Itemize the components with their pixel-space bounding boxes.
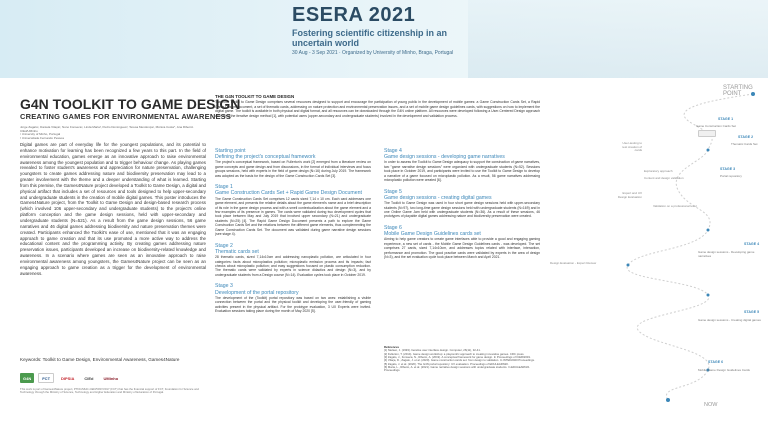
stage-body: The project's conceptual framework, based on Fullerton's work [2] emerged from a literature review on game concepts and game design and from discussions, in the format of individual interviews and focus groups sessions, held with experts in the field of game design (N=16) during July 2019. The framework was adopted as the basis for the design of the Game Construction Cards Set [3].: [215, 160, 371, 178]
references: [384, 346, 540, 373]
uminho-logo: UMinho: [100, 373, 121, 383]
conference-date: 30 Aug - 3 Sep 2021 · Organized by University of Minho, Braga, Portugal: [292, 50, 454, 56]
stage-title: Stage 2: [215, 242, 233, 249]
note: Design Evaluation - Expert Review: [550, 261, 597, 265]
references-title: References: [384, 345, 400, 349]
conference-header: [0, 0, 768, 78]
keywords: Keywords: Toolkit to Game Design, Environmental Awareness, Games4Nature: [20, 357, 180, 362]
author-line: CIEd/UMinho: [20, 129, 38, 133]
stage-block: [384, 148, 540, 183]
stage-caption: Game Construction Cards Set: [696, 124, 737, 128]
stage-marker: [707, 294, 710, 297]
reference-item: [2] Fullerton, T. (2014). Game design workshop: a playcentric approach to creating innovative games. CRC press.: [384, 351, 525, 356]
stage-subtitle: Development of the portal repository: [215, 289, 299, 296]
author-line: Jorge Zagalo¹, Daniela Vilaça², Nuno Fonseca¹, Linda Maria³, Pedro Domingues³, Teresa Mendonça¹, Mónica Costa⁴, Ana Ribeiro¹: [20, 126, 194, 129]
author-line: ¹ University of Minho, Portugal: [20, 133, 61, 137]
reference-item: [1] Nielsen, J. (1993). Iterative user interface design. Computer, 26(11), 32-41.: [384, 348, 481, 353]
stage-label: STAGE 6: [708, 360, 724, 364]
stages-column-a: [215, 148, 371, 320]
stage-body: The development of the (Toolkit) portal repository was based on two axes: establishing a visible connection between the portal and the physical toolkit and developing the user-friendly of gaming activities present in the physical artifact. For the prototype evaluation, 3 UX Experts were invited. Evaluation sessions taking place during the month of May 2020 [5].: [215, 295, 371, 314]
note: Expert and UX Design Evaluation: [617, 191, 642, 199]
author-line: ² Universidade Fernando Pessoa: [20, 136, 64, 140]
stage-caption: Game design sessions - Creating digital games: [698, 318, 761, 322]
starting-point-label: STARTING POINT: [723, 85, 753, 97]
stage-body: 28 thematic cards, sized 7,14x10cm and addressing nanoplastic pollution, are articulated in four categories: facts about microplastics pollution; microplastic emission process and its impacts; fact checks about microplastic pollution; and easy suggestions focused on plastic consumption reduction. The thematic cards were validated by experts in science didactics and design (N=3), and by undergraduate students from a Design course (N=14). Evaluation cycles took place in October 2019.: [215, 255, 371, 277]
stage-marker: [707, 149, 710, 152]
stage-label: STAGE 1: [718, 117, 734, 121]
stage-block: [215, 184, 371, 236]
authors: [20, 126, 205, 140]
g4n-logo: G4N: [20, 373, 34, 383]
stage-caption: Game design sessions - Developing game narratives: [698, 250, 755, 258]
poster-subtitle: CREATING GAMES FOR ENVIRONMENTAL AWARENESS: [20, 112, 232, 121]
logo-bar: [20, 371, 206, 385]
stage-subtitle: Game design sessions - developing game narratives: [384, 154, 505, 161]
conference-subtitle: Fostering scientific citizenship in an uncertain world: [292, 28, 448, 48]
now-label: NOW: [704, 402, 718, 408]
abstract: Digital games are part of everyday life for the youngest populations, and its potential to enhance motivation for learning has been recognized a few years to this part. In the field of environmental education, games emerge as an innovative approach to raise environmental awareness among the youngest population and to trigger behaviour change. As playing games revealed to foster student's awareness and appreciation for nature preservation, challenging youngsters to create games addressing nature and biodiversity preservation may lead to a greater involvement with the theme and a deeper understanding of what is learned. Starting from this premise, the Games4Nature project developed a Toolkit to Game Design, a digital and physical artifact that includes a set of resources and tools designed to help upper-secondary and undergraduate students in the creation of mobile digital games. This poster introduces the Games4Nature project, from the Toolkit to Game Design and design-based research process (which involved 106 upper-secondary and undergraduate students) to the project's online platform conception and the game design sessions, held with upper-secondary and undergraduate students (N=521). As a result from the game design sessions, 56 game narratives and 46 digital games addressing biodiversity and nature preservation themes were created. Participants enhanced the Toolkit's ease of use, mentioned that it was an engaging approach to game creation and that its use promoted a more active way to address the educational content and the programming activity. By creating games addressing nature preservation issues, participants developed an increase on biodiversity-related knowledge and awareness. In a scenario where games are seen as an innovative approach to raise environmental awareness among youngsters, the Games4Nature project can be seen as an engaging approach to game creation as a trigger for the development of environmental awareness.: [20, 142, 206, 276]
stage-title: Stage 5: [384, 188, 402, 195]
stages-column-b: [384, 148, 540, 266]
stage-subtitle: Mobile Game Design Guidelines cards set: [384, 231, 481, 238]
cards-thumbnail: [698, 130, 716, 137]
stage-caption: Mobile Game Design Guidelines Cards: [698, 368, 750, 372]
stage-title: Stage 1: [215, 184, 233, 191]
stage-title: Starting point: [215, 148, 246, 154]
stage-body: The Toolkit to Game Design was used in four short game design sessions held with upper-secondary students (N=97), two long-time game design sessions held with undergraduate students (N=169) and in one Online Game Jam held with undergraduate students (N=36). As a result of these sessions, 46 prototypes of playable digital games addressing nature and biodiversity preservation were created.: [384, 201, 540, 219]
fct-logo: FCT: [38, 373, 54, 383]
stage-block: [215, 243, 371, 278]
stage-block: [215, 283, 371, 313]
stage-block: [215, 148, 371, 178]
stage-label: STAGE 2: [738, 135, 754, 139]
reference-item: [3] Zagalo, J., Fonseca, N., Ribeiro, A. (2019). A conceptual framework for game design. In Proceedings of ICERI2019.: [384, 355, 531, 360]
note: Content and design validation: [644, 176, 684, 180]
header-photo: [468, 0, 768, 78]
reference-item: [4] Vilaça, D., Zagalo, J. et al. (2020). Game construction cards set: from design to validation. In INTED2020 Proceedings.: [384, 358, 535, 363]
stage-label: STAGE 3: [720, 167, 736, 171]
funding-footnote: This work is part of Games4Nature project, PTDC/MHC-CED/5037/2017 (FCT) that has the financial support of FCT, Foundation for Science and Technology through the Ministry of Science, Technology and Higher Education and Ministry of Education of Portugal.: [20, 387, 199, 395]
reference-item: [6] Maria, L., Ribeiro, A. et al. (2021). Game narrative design sessions with undergraduate students. In EDULEARN21 Proceedings.: [384, 365, 530, 373]
note: Validation on a professional level: [653, 204, 697, 208]
stage-body: Aiming to help game creators to create game interfaces able to provide a good and engaging gaming experience, a new set of cards - the Mobile Game Design Guidelines cards - was developed. The set comprises 27 cards, sized 7,14x10cm, and addresses topics related with interface, interaction, performance and promotion. The good practice cards were validated by experts in the area of design (N=3), and the set evaluation cycle took place between March and April 2021.: [384, 237, 540, 260]
stage-marker: [627, 264, 630, 267]
conference-title: ESERA 2021: [292, 4, 416, 26]
section-heading: THE G4N TOOLKIT TO GAME DESIGN: [215, 94, 295, 99]
stage-subtitle: Game Construction Cards Set + Rapid Game Design Document: [215, 190, 362, 197]
dipsia-logo: DIPSIA: [58, 373, 77, 383]
timeline-diagram: [548, 80, 768, 433]
stage-block: [384, 225, 540, 260]
note: User-testing to test creation of cards: [622, 141, 642, 153]
reference-item: [5] Zagalo, J. et al. (2020). The G4N portal repository: UX evaluation. Proceedings of EDULEARN20.: [384, 361, 509, 366]
stage-subtitle: Thematic cards set: [215, 248, 259, 255]
cied-logo: CIEd: [81, 373, 96, 383]
stage-body: The Game Construction Cards Set comprises 12 cards sized 7,14 x 10 cm. Each card addresses one game element, and presents the relative details about the game element's name and a brief description of its role in the game design process and with a smell contextualization about the game element and a few examples of its presence in games. The cards were validated during two development cycles that took place between May and July 2019 that involved upper secondary (N=21) and undergraduate students (N=25) [4]. The Rapid Game Design Document presents a path to explore the Game Construction Cards Set and the relations between the different game elements, thus complementing the Game Construction Cards Set. The document was validated during game narrative design sessions (see stage 4).: [215, 196, 371, 237]
toolkit-intro: The G4N Toolkit to Game Design comprises several resources designed to support and encourage the participation of young public in the development of mobile games: a Game Construction Cards Set, a Rapid Game Design Document, a set of thematic cards, addressing on nature protection and environmental preservation issues, and a set of mobile game design guidelines cards, with suggestions on how to implement the digital game. The toolkit is available in both physical and digital format, and all resources can be downloaded through the G4N online platform. All resources were developed following a User-Centered Design approach and using the iterative design method [1], with potential users (upper-secondary and undergraduate students) involved in the development and validation process.: [215, 100, 540, 118]
stage-title: Stage 4: [384, 148, 402, 154]
stage-title: Stage 6: [384, 224, 402, 231]
note: Exploratory approach: [644, 169, 673, 173]
stage-label: STAGE 5: [744, 310, 760, 314]
stage-title: Stage 3: [215, 283, 233, 290]
stage-block: [384, 189, 540, 219]
stage-subtitle: Defining the project's conceptual framework: [215, 154, 316, 161]
stage-body: In order to assess the Toolkit to Game Design adequacy to support the construction of game narratives, two "game narrative design sessions" were organized with undergraduate students (N=52). Sessions took place in October 2019, and participants were invited to use the Toolkit to Game Design to develop a narrative of a game focused on microplastic pollution. As a result, 56 game narratives addressing microplastic pollution were created [6].: [384, 160, 540, 183]
stage-label: STAGE 4: [744, 242, 760, 246]
stage-caption: Thematic Cards Set: [731, 142, 758, 146]
end-marker: [666, 398, 670, 402]
stage-subtitle: Game design sessions - creating digital games: [384, 194, 492, 201]
stage-caption: Portal repository: [720, 174, 742, 178]
dashed-route: [627, 94, 753, 400]
poster-title: G4N TOOLKIT TO GAME DESIGN: [20, 96, 241, 112]
stage-marker: [707, 229, 710, 232]
